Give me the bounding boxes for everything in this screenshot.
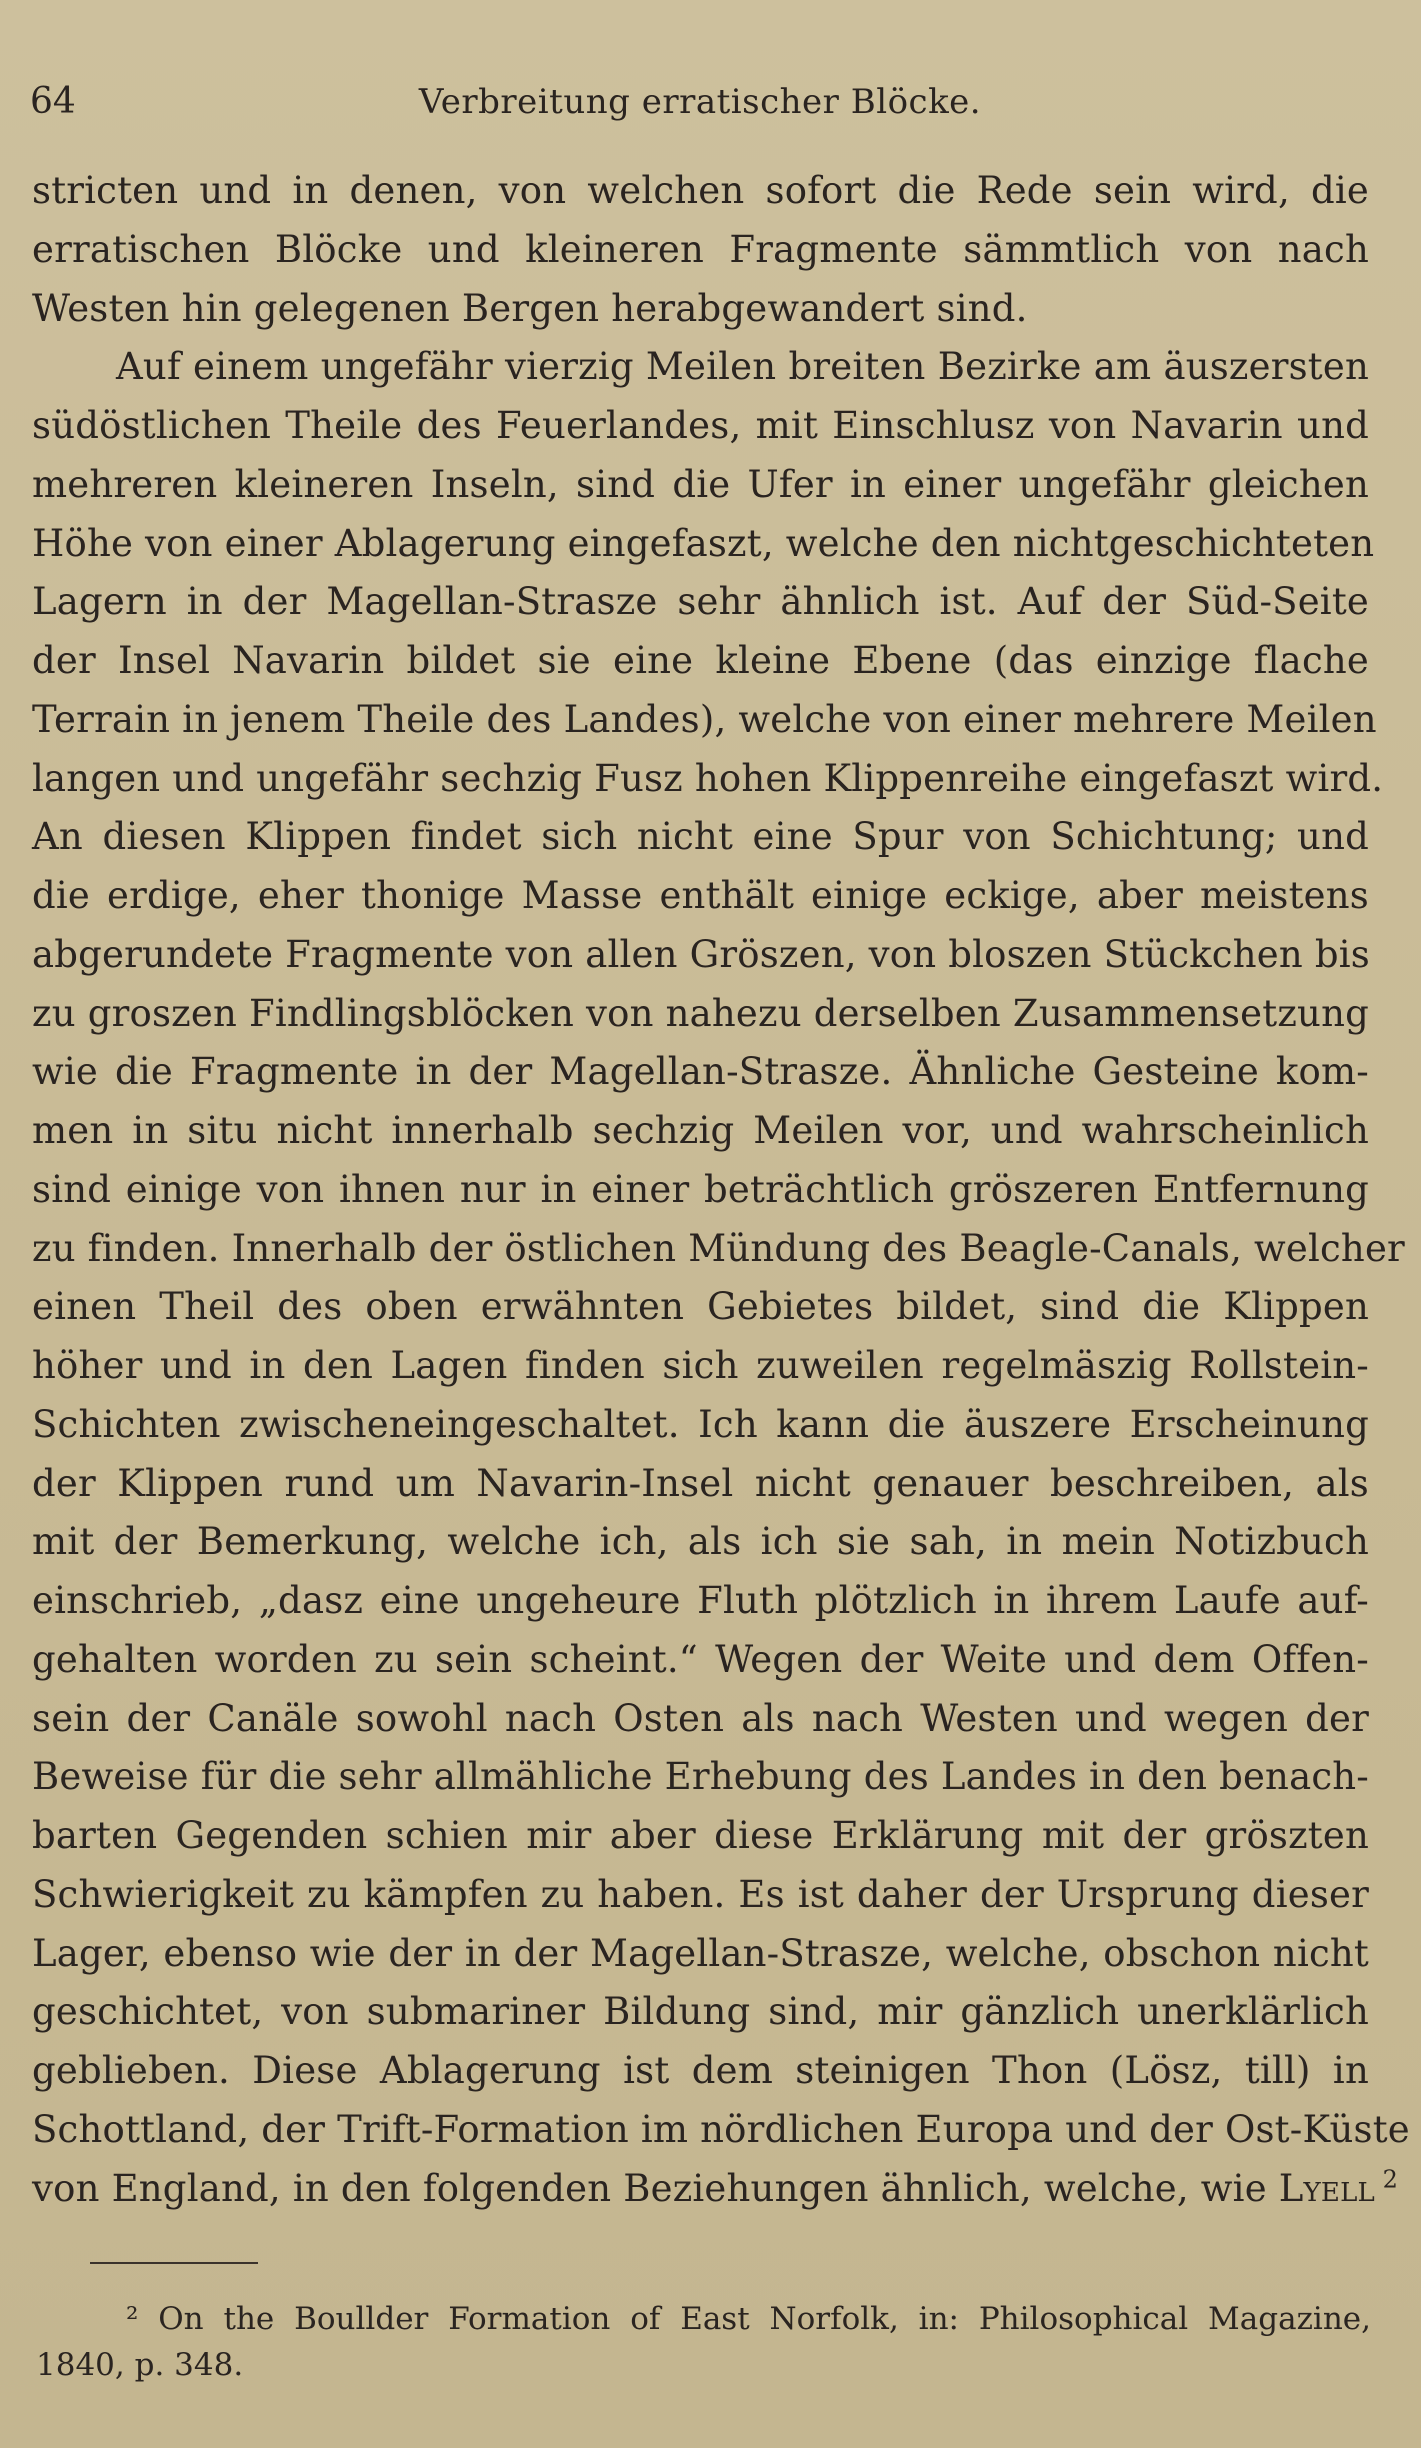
text-line: Lagern in der Magellan-Strasze sehr ähnlich ist. Auf der Süd-Seite: [32, 580, 1369, 624]
author-name: Lyell: [1278, 2166, 1376, 2210]
text-line: [32, 2160, 1399, 2219]
page-number: 64: [30, 81, 76, 122]
text-line: sind einige von ihnen nur in einer beträchtlich gröszeren Entfernung: [32, 1167, 1369, 1211]
text-line: wie die Fragmente in der Magellan-Strasze. Ähnliche Gesteine kom-: [32, 1050, 1369, 1094]
text-line: höher und in den Lagen finden sich zuweilen regelmäszig Rollstein-: [32, 1344, 1369, 1387]
footnote-marker: 2: [1382, 2165, 1399, 2194]
text-line: Auf einem ungefähr vierzig Meilen breiten Bezirke am äuszersten: [116, 345, 1369, 389]
text-line: zu finden. Innerhalb der östlichen Mündung des Beagle-Canals, welcher: [32, 1226, 1405, 1270]
text-line: gehalten worden zu sein scheint.“ Wegen der Weite und dem Offen-: [32, 1637, 1369, 1681]
text-line: stricten und in denen, von welchen sofort die Rede sein wird, die: [32, 169, 1369, 212]
text-line: einschrieb, „dasz eine ungeheure Fluth plötzlich in ihrem Laufe auf-: [32, 1579, 1369, 1622]
text-line: An diesen Klippen findet sich nicht eine Spur von Schichtung; und: [32, 815, 1369, 859]
text-line: langen und ungefähr sechzig Fusz hohen Klippenreihe eingefaszt wird.: [32, 756, 1384, 800]
running-title: Verbreitung erratischer Blöcke.: [418, 82, 982, 122]
footnote-line: 1840, p. 348.: [36, 2347, 244, 2383]
page-header: [30, 72, 1370, 132]
text-line: Terrain in jenem Theile des Landes), welche von einer mehrere Meilen: [32, 697, 1377, 741]
text-line: geblieben. Diese Ablagerung ist dem steinigen Thon (Lösz, till) in: [32, 2049, 1369, 2092]
footnote-line: ² On the Boullder Formation of East Norfolk, in: Philosophical Magazine,: [126, 2301, 1371, 2337]
text-line: men in situ nicht innerhalb sechzig Meilen vor, und wahrscheinlich: [32, 1109, 1369, 1152]
text-line: Schichten zwischeneingeschaltet. Ich kann die äuszere Erscheinung: [32, 1402, 1369, 1446]
footnotes: [36, 2296, 1371, 2388]
text-line: einen Theil des oben erwähnten Gebietes bildet, sind die Klippen: [32, 1285, 1369, 1329]
body-text: [32, 162, 1410, 2218]
text-line: die erdige, eher thonige Masse enthält einige eckige, aber meistens: [32, 874, 1369, 917]
text-line: geschichtet, von submariner Bildung sind, mir gänzlich unerklärlich: [32, 1990, 1369, 2034]
text-line: der Insel Navarin bildet sie eine kleine Ebene (das einzige flache: [32, 639, 1369, 682]
text-line: Schwierigkeit zu kämpfen zu haben. Es ist daher der Ursprung dieser: [32, 1872, 1369, 1916]
footnote-rule: [90, 2262, 258, 2264]
text-line: Lager, ebenso wie der in der Magellan-Strasze, welche, obschon nicht: [32, 1931, 1369, 1975]
text-line: mehreren kleineren Inseln, sind die Ufer in einer ungefähr gleichen: [32, 462, 1369, 506]
text-line: Beweise für die sehr allmähliche Erhebung des Landes in den benach-: [32, 1755, 1369, 1799]
text-line: zu groszen Findlingsblöcken von nahezu derselben Zusammensetzung: [32, 991, 1369, 1035]
text-line: der Klippen rund um Navarin-Insel nicht genauer beschreiben, als: [32, 1461, 1369, 1505]
text-line: mit der Bemerkung, welche ich, als ich sie sah, in mein Notizbuch: [32, 1520, 1369, 1564]
text-line: abgerundete Fragmente von allen Gröszen, von bloszen Stückchen bis: [32, 932, 1370, 976]
text-line: erratischen Blöcke und kleineren Fragmente sämmtlich von nach: [32, 227, 1369, 271]
text-line: sein der Canäle sowohl nach Osten als nach Westen und wegen der: [32, 1696, 1369, 1740]
text-line: Schottland, der Trift-Formation im nördlichen Europa und der Ost-Küste: [32, 2107, 1410, 2151]
text-line-content: von England, in den folgenden Beziehungen ähnlich, welche, wie: [32, 2166, 1267, 2210]
text-line: barten Gegenden schien mir aber diese Erklärung mit der gröszten: [32, 1814, 1369, 1857]
text-line: Westen hin gelegenen Bergen herabgewandert sind.: [32, 286, 1028, 330]
text-line: Höhe von einer Ablagerung eingefaszt, welche den nichtgeschichteten: [32, 521, 1375, 565]
text-line: südöstlichen Theile des Feuerlandes, mit Einschlusz von Navarin und: [32, 404, 1369, 447]
